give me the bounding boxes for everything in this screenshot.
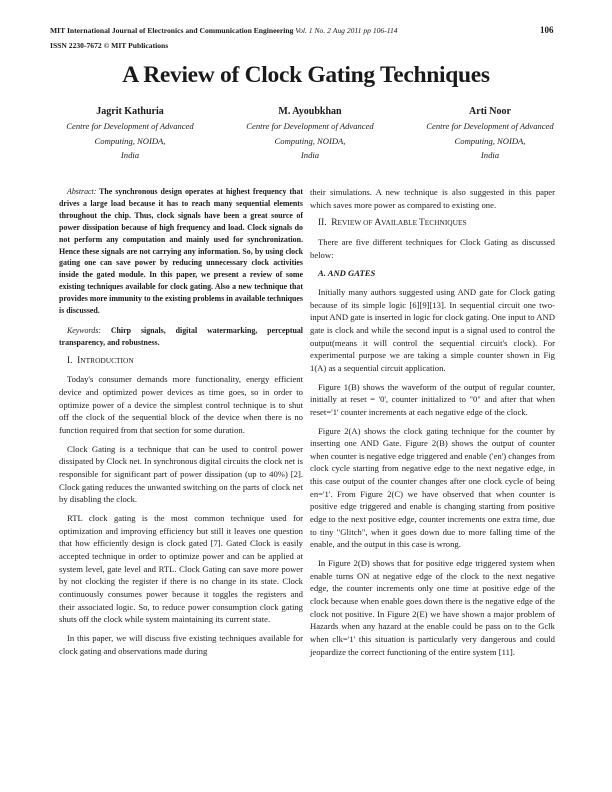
keywords	[59, 325, 303, 349]
keywords-label: Keywords:	[67, 325, 101, 335]
journal-line	[50, 26, 398, 35]
journal-name: MIT International Journal of Electronics and Communication Engineering	[50, 26, 294, 35]
subsection-heading-and-gates: A. AND GATES	[318, 268, 376, 279]
author-affiliation: Computing, NOIDA,	[454, 135, 526, 146]
paragraph: Initially many authors suggested using AND gate for Clock gating because of its simple logic [6][9][13]. In sequential circuit one two-input AND gate is inserted in logic for clock gating. One input to AND gate is clock and while the second input is a signal used to control the output(means it will control the sequential circuit's clock). For experimental purpose we are taking a simple counter shown in Fig 1(A) as a sequential circuit application.	[310, 286, 555, 373]
paragraph: There are five different techniques for Clock Gating as discussed below:	[310, 236, 555, 260]
author-affiliation: Centre for Development of Advanced	[66, 121, 194, 131]
paper-title: A Review of Clock Gating Techniques	[122, 62, 490, 88]
author-affiliation: Computing, NOIDA,	[274, 135, 346, 146]
paragraph: Today's consumer demands more functionality, energy efficient device and optimized power devices as time goes, so in order to optimize power of a device the simplest control technique is to shut off the clock of the sequential block of the device when there is no function required from that section for some duration.	[59, 374, 303, 436]
right-column	[310, 186, 555, 664]
paragraph: RTL clock gating is the most common technique used for optimization and improving efficiency but still it leaves one question that how efficiently design is clock gated [7]. Gated Clock is easily accepted technique in order to optimize power and can be applied at system level, gate level and RTL. Clock Gating can save more power by not clocking the register if there is no change in its state. Clock continuously consumes power because it toggles the registers and their associated logic. So, to reduce power consumption clock gating shuts off the clock while system maintaining its current state.	[59, 513, 303, 625]
abstract-text: The synchronous design operates at highest frequency that drives a large load because it has to reach many sequential elements throughout the chip. Thus, clock signals have been a great source of power dissipation because of high frequency and load. Clock signals do not perform any computation and mainly used for synchronization. Hence these signals are not carrying any information. So, by using clock gating one can save power by reducing unnecessary clock activities inside the gated module. In this paper, we present a review of some existing techniques available for clock gating. Also a new technique that provides more immunity to the existing problems in available techniques is discussed.	[59, 187, 303, 316]
section-heading-review: II. REVIEW OF AVAILABLE TECHNIQUES	[318, 218, 467, 229]
abstract	[59, 186, 303, 317]
author-country: India	[300, 150, 320, 160]
paragraph: Clock Gating is a technique that can be used to control power dissipated by Clock net. In synchronous digital circuits the clock net is responsible for significant part of power dissipation (up to 40%) [2]. Clock gating reduces the unwanted switching on the parts of clock net by disabling the clock.	[59, 443, 303, 505]
author-country: India	[480, 150, 500, 160]
journal-volume: Vol. 1 No. 2 Aug 2011 pp 106-114	[295, 26, 398, 35]
author	[40, 104, 220, 163]
author-affiliation: Computing, NOIDA,	[94, 135, 166, 146]
paragraph: In this paper, we will discuss five existing techniques available for clock gating and observations made during	[59, 632, 303, 656]
author-country: India	[120, 150, 140, 160]
author-name: Arti Noor	[469, 106, 511, 117]
author-block	[40, 104, 580, 163]
page-number: 106	[540, 25, 554, 35]
author-name: M. Ayoubkhan	[278, 106, 342, 117]
author-name: Jagrit Kathuria	[96, 106, 164, 117]
paragraph: In Figure 2(D) shows that for positive edge triggered system when enable turns ON at negative edge of the clock to the next negative edge, the counter increments only one time at positive edge of the clock because when enable goes down there is the negative edge of the clock not positive. In Figure 2(E) we have shown a major problem of Hazards when any hazard at the enable could be pass on to the Gclk when clk='1' this situation is particularly very dangerous and could jeopardize the correct functioning of the entire system [11].	[310, 558, 555, 657]
author-affiliation: Centre for Development of Advanced	[246, 121, 374, 131]
author	[400, 104, 580, 163]
abstract-label: Abstract:	[67, 187, 97, 196]
paragraph: Figure 2(A) shows the clock gating technique for the counter by inserting one AND Gate. Figure 2(B) shows the output of counter when counter is negative edge triggered and enable ('en') changes from clock cycle starting from negative edge to the next negative edge, in this case output of the counter changes after one clock cycle of being en='1'. From Figure 2(C) we have observed that when counter is positive edge triggered and enable is changing starting from positive edge to the next positive edge, counter increments one extra time, due to tiny "Glitch", when it goes down due to more falling time of the enable, and the output in this case is wrong.	[310, 425, 555, 550]
author-affiliation: Centre for Development of Advanced	[426, 121, 554, 131]
left-column	[59, 186, 303, 657]
keywords-text: Chirp signals, digital watermarking, perceptual transparency, and robustness.	[59, 325, 303, 347]
issn-line: ISSN 2230-7672 © MIT Publications	[50, 41, 169, 50]
author	[220, 104, 400, 163]
paragraph: Figure 1(B) shows the waveform of the output of regular counter, initially at reset = '0', counter initialized to "0" and after that when reset='1' counter increments at each negative edge of the clock.	[310, 381, 555, 417]
paragraph: their simulations. A new technique is also suggested in this paper which saves more power as compared to existing one.	[310, 187, 555, 210]
section-heading-introduction: I. INTRODUCTION	[67, 355, 134, 366]
